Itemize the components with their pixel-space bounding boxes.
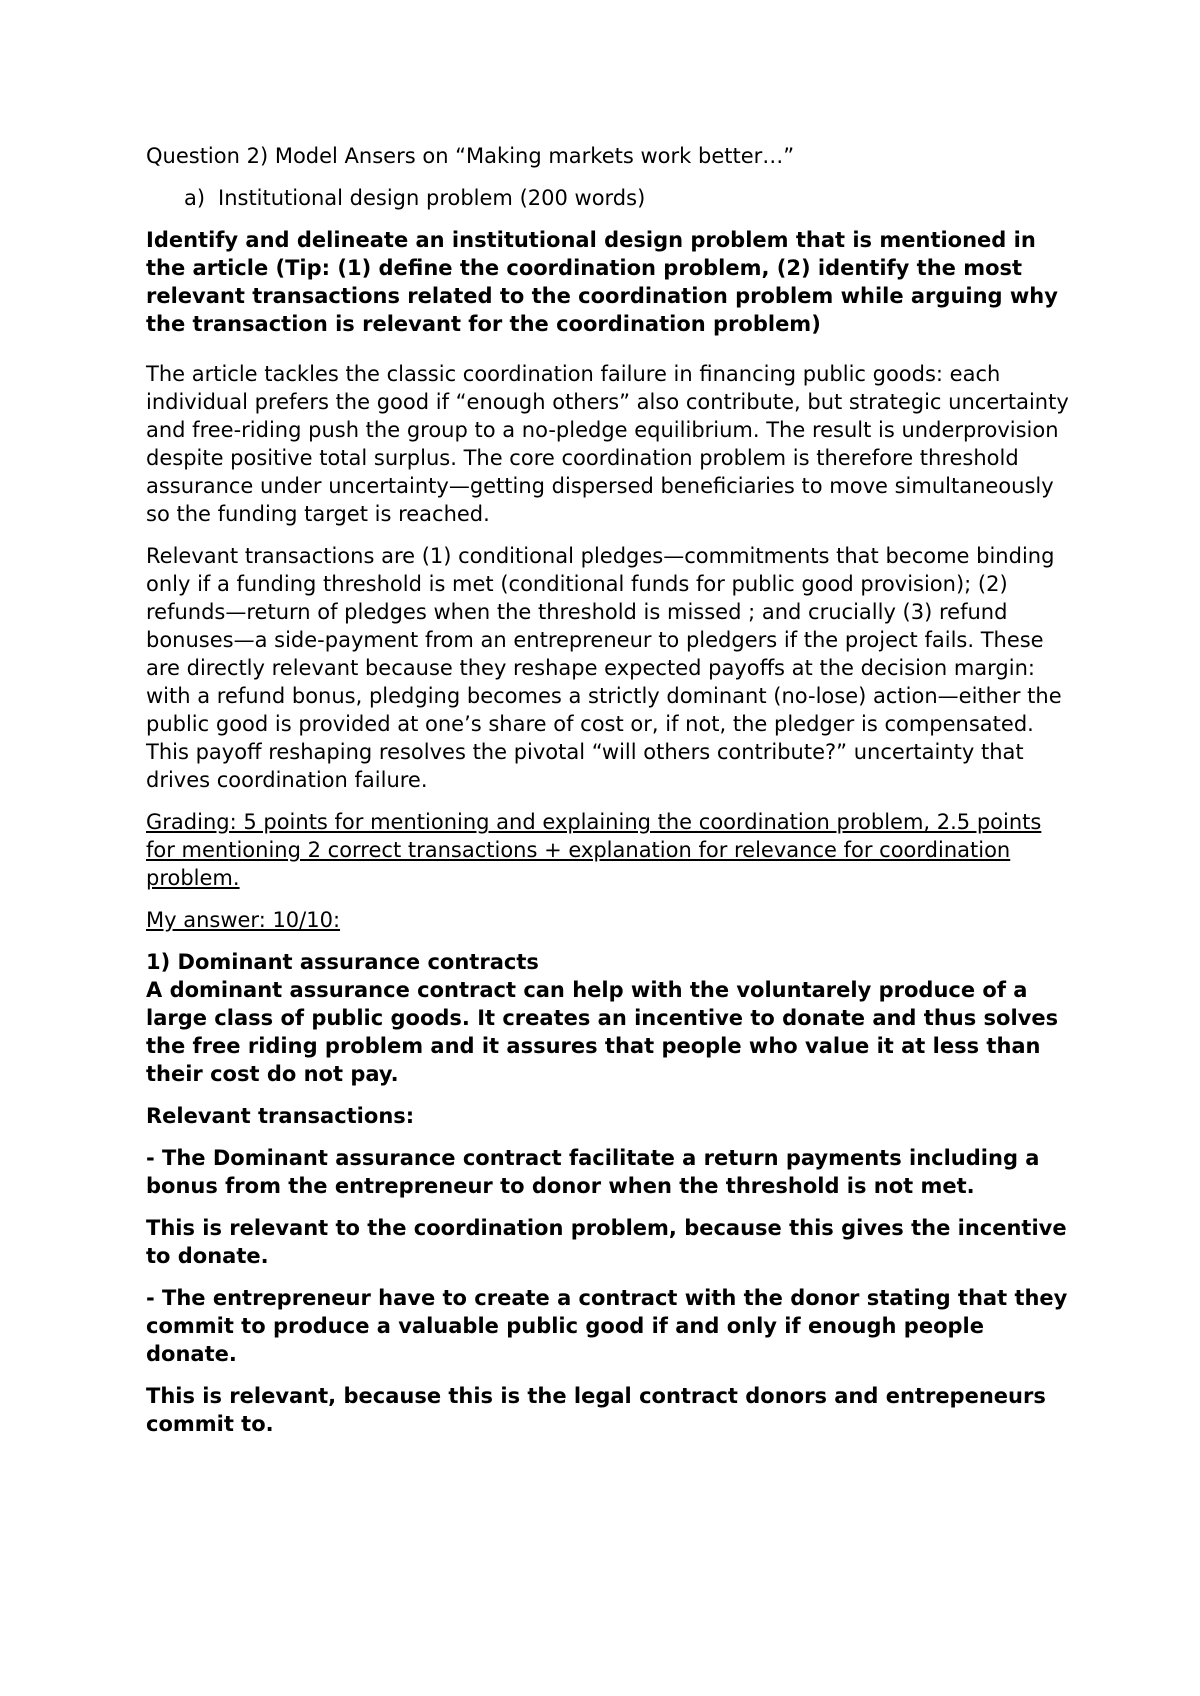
document-title: Question 2) Model Ansers on “Making markets work better…” xyxy=(146,144,795,168)
my-answer-intro: A dominant assurance contract can help with the voluntarely produce of a large class of public goods. It creates an incentive to donate and thus solves the free riding problem and it assures that people who value it at less than their cost do not pay. xyxy=(146,978,1059,1086)
transaction-relevance-1: This is relevant to the coordination problem, because this gives the incentive to donate. xyxy=(146,1216,1067,1268)
transaction-item-2: - The entrepreneur have to create a contract with the donor stating that they commit to produce a valuable public good if and only if enough people donate. xyxy=(146,1286,1068,1366)
section-number: a) xyxy=(184,186,206,210)
my-answer-label: My answer: 10/10: xyxy=(146,908,341,932)
transaction-relevance-2: This is relevant, because this is the legal contract donors and entrepeneurs commit to. xyxy=(146,1384,1046,1436)
model-answer-paragraph-1: The article tackles the classic coordination failure in financing public goods: each individual prefers the good if “enough others” also contribute, but strategic uncertainty and free-riding push the group to a no-pledge equilibrium. The result is underprovision despite positive total surplus. The core coordination problem is therefore threshold assurance under uncertainty—getting dispersed beneficiaries to move simultaneously so the funding target is reached. xyxy=(146,362,1069,526)
transaction-item-1: - The Dominant assurance contract facilitate a return payments including a bonus from the entrepreneur to donor when the threshold is not met. xyxy=(146,1146,1040,1198)
transactions-label: Relevant transactions: xyxy=(146,1104,415,1128)
section-heading-text: Institutional design problem (200 words) xyxy=(218,186,646,210)
question-prompt: Identify and delineate an institutional design problem that is mentioned in the article (Tip: (1) define the coordination problem, (2) identify the most relevant transactions related to the coordination problem while arguing why the transaction is relevant for the coordination problem) xyxy=(146,228,1058,336)
document-page xyxy=(146,142,1076,1452)
grading-note: Grading: 5 points for mentioning and explaining the coordination problem, 2.5 points for mentioning 2 correct transactions + explanation for relevance for coordination problem. xyxy=(146,810,1042,890)
model-answer-paragraph-2: Relevant transactions are (1) conditional pledges—commitments that become binding only if a funding threshold is met (conditional funds for public good provision); (2) refunds—return of pledges when the threshold is missed ; and crucially (3) refund bonuses—a side-payment from an entrepreneur to pledgers if the project fails. These are directly relevant because they reshape expected payoffs at the decision margin: with a refund bonus, pledging becomes a strictly dominant (no-lose) action—either the public good is provided at one’s share of cost or, if not, the pledger is compensated. This payoff reshaping resolves the pivotal “will others contribute?” uncertainty that drives coordination failure. xyxy=(146,544,1062,792)
section-heading xyxy=(146,184,1076,212)
my-answer-heading: 1) Dominant assurance contracts xyxy=(146,950,539,974)
